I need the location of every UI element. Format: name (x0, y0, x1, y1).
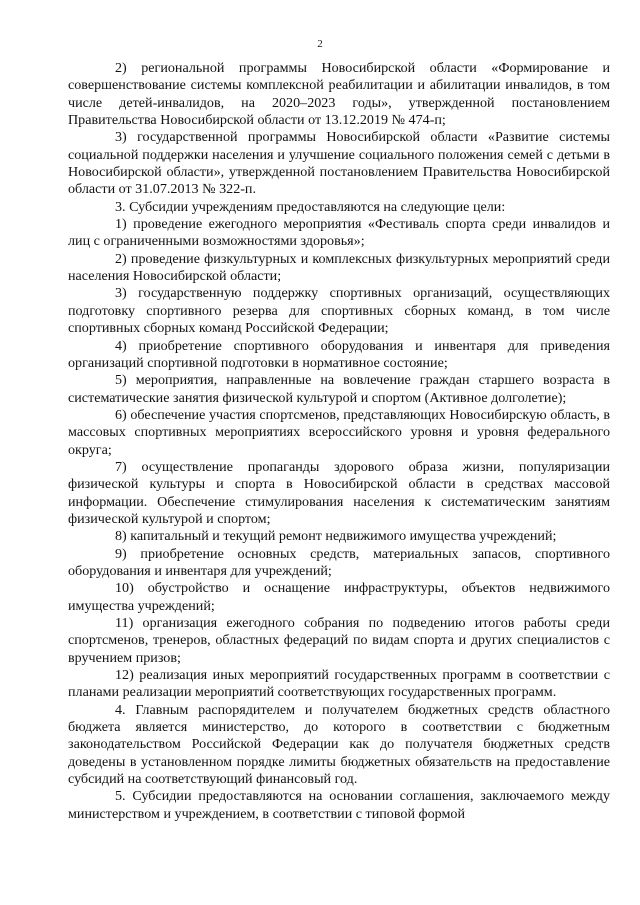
paragraph-purpose-8: 8) капитальный и текущий ремонт недвижимого имущества учреждений; (115, 528, 557, 545)
paragraph-purpose-10: 10) обустройство и оснащение инфраструктуры, объектов недвижимого имущества учреждений; (68, 580, 610, 614)
paragraph-purpose-1: 1) проведение ежегодного мероприятия «Фестиваль спорта среди инвалидов и лиц с ограниченными возможностями здоровья»; (68, 216, 610, 250)
paragraph-purpose-5: 5) мероприятия, направленные на вовлечение граждан старшего возраста в систематические занятия физической культурой и спортом (Активное долголетие); (68, 372, 610, 406)
paragraph-purpose-4: 4) приобретение спортивного оборудования и инвентаря для приведения организаций спортивной подготовки в нормативное состояние; (68, 337, 610, 371)
paragraph-purpose-11: 11) организация ежегодного собрания по подведению итогов работы среди спортсменов, тренеров, областных федераций по видам спорта и других специалистов с вручением призов; (68, 615, 610, 666)
paragraph-purpose-9: 9) приобретение основных средств, материальных запасов, спортивного оборудования и инвентаря для учреждений; (68, 545, 610, 579)
paragraph-clause-4: 4. Главным распорядителем и получателем бюджетных средств областного бюджета является министерство, до которого в соответствии с бюджетным законодательством Российской Федерации как до получателя бюджетных средств доведены в установленном порядке лимиты бюджетных обязательств на предоставление субсидий на соответствующий финансовый год. (68, 701, 610, 788)
document-body (68, 60, 610, 823)
paragraph-purpose-7: 7) осуществление пропаганды здорового образа жизни, популяризации физической культуры и спорта в Новосибирской области в средствах массовой информации. Обеспечение стимулирования населения к систематическим занятиям физической культурой и спортом; (68, 458, 610, 527)
paragraph-purpose-6: 6) обеспечение участия спортсменов, представляющих Новосибирскую область, в массовых спортивных мероприятиях всероссийского уровня и уровня федерального округа; (68, 406, 610, 458)
paragraph-program-social-support: 3) государственной программы Новосибирской области «Развитие системы социальной поддержки населения и улучшение социального положения семей с детьми в Новосибирской области», утвержденной постановлением Правительства Новосибирской области от 31.07.2013 № 322-п. (68, 129, 610, 198)
paragraph-subsidy-purposes-heading: 3. Субсидии учреждениям предоставляются на следующие цели: (115, 198, 506, 215)
page-number: 2 (317, 38, 323, 50)
paragraph-clause-5: 5. Субсидии предоставляются на основании соглашения, заключаемого между министерством и учреждением, в соответствии с типовой формой (68, 788, 610, 822)
paragraph-purpose-2: 2) проведение физкультурных и комплексных физкультурных мероприятий среди населения Новосибирской области; (68, 250, 610, 285)
paragraph-purpose-3: 3) государственную поддержку спортивных организаций, осуществляющих подготовку спортивного резерва для спортивных сборных команд, в том числе спортивных сборных команд Российской Федерации; (68, 285, 610, 337)
paragraph-program-rehabilitation: 2) региональной программы Новосибирской области «Формирование и совершенствование системы комплексной реабилитации и абилитации инвалидов, в том числе детей-инвалидов, на 2020–2023 годы», утвержденной постановлением Правительства Новосибирской области от 13.12.2019 № 474-п; (68, 60, 610, 129)
paragraph-purpose-12: 12) реализация иных мероприятий государственных программ в соответствии с планами реализации мероприятий соответствующих государственных программ. (68, 667, 610, 701)
